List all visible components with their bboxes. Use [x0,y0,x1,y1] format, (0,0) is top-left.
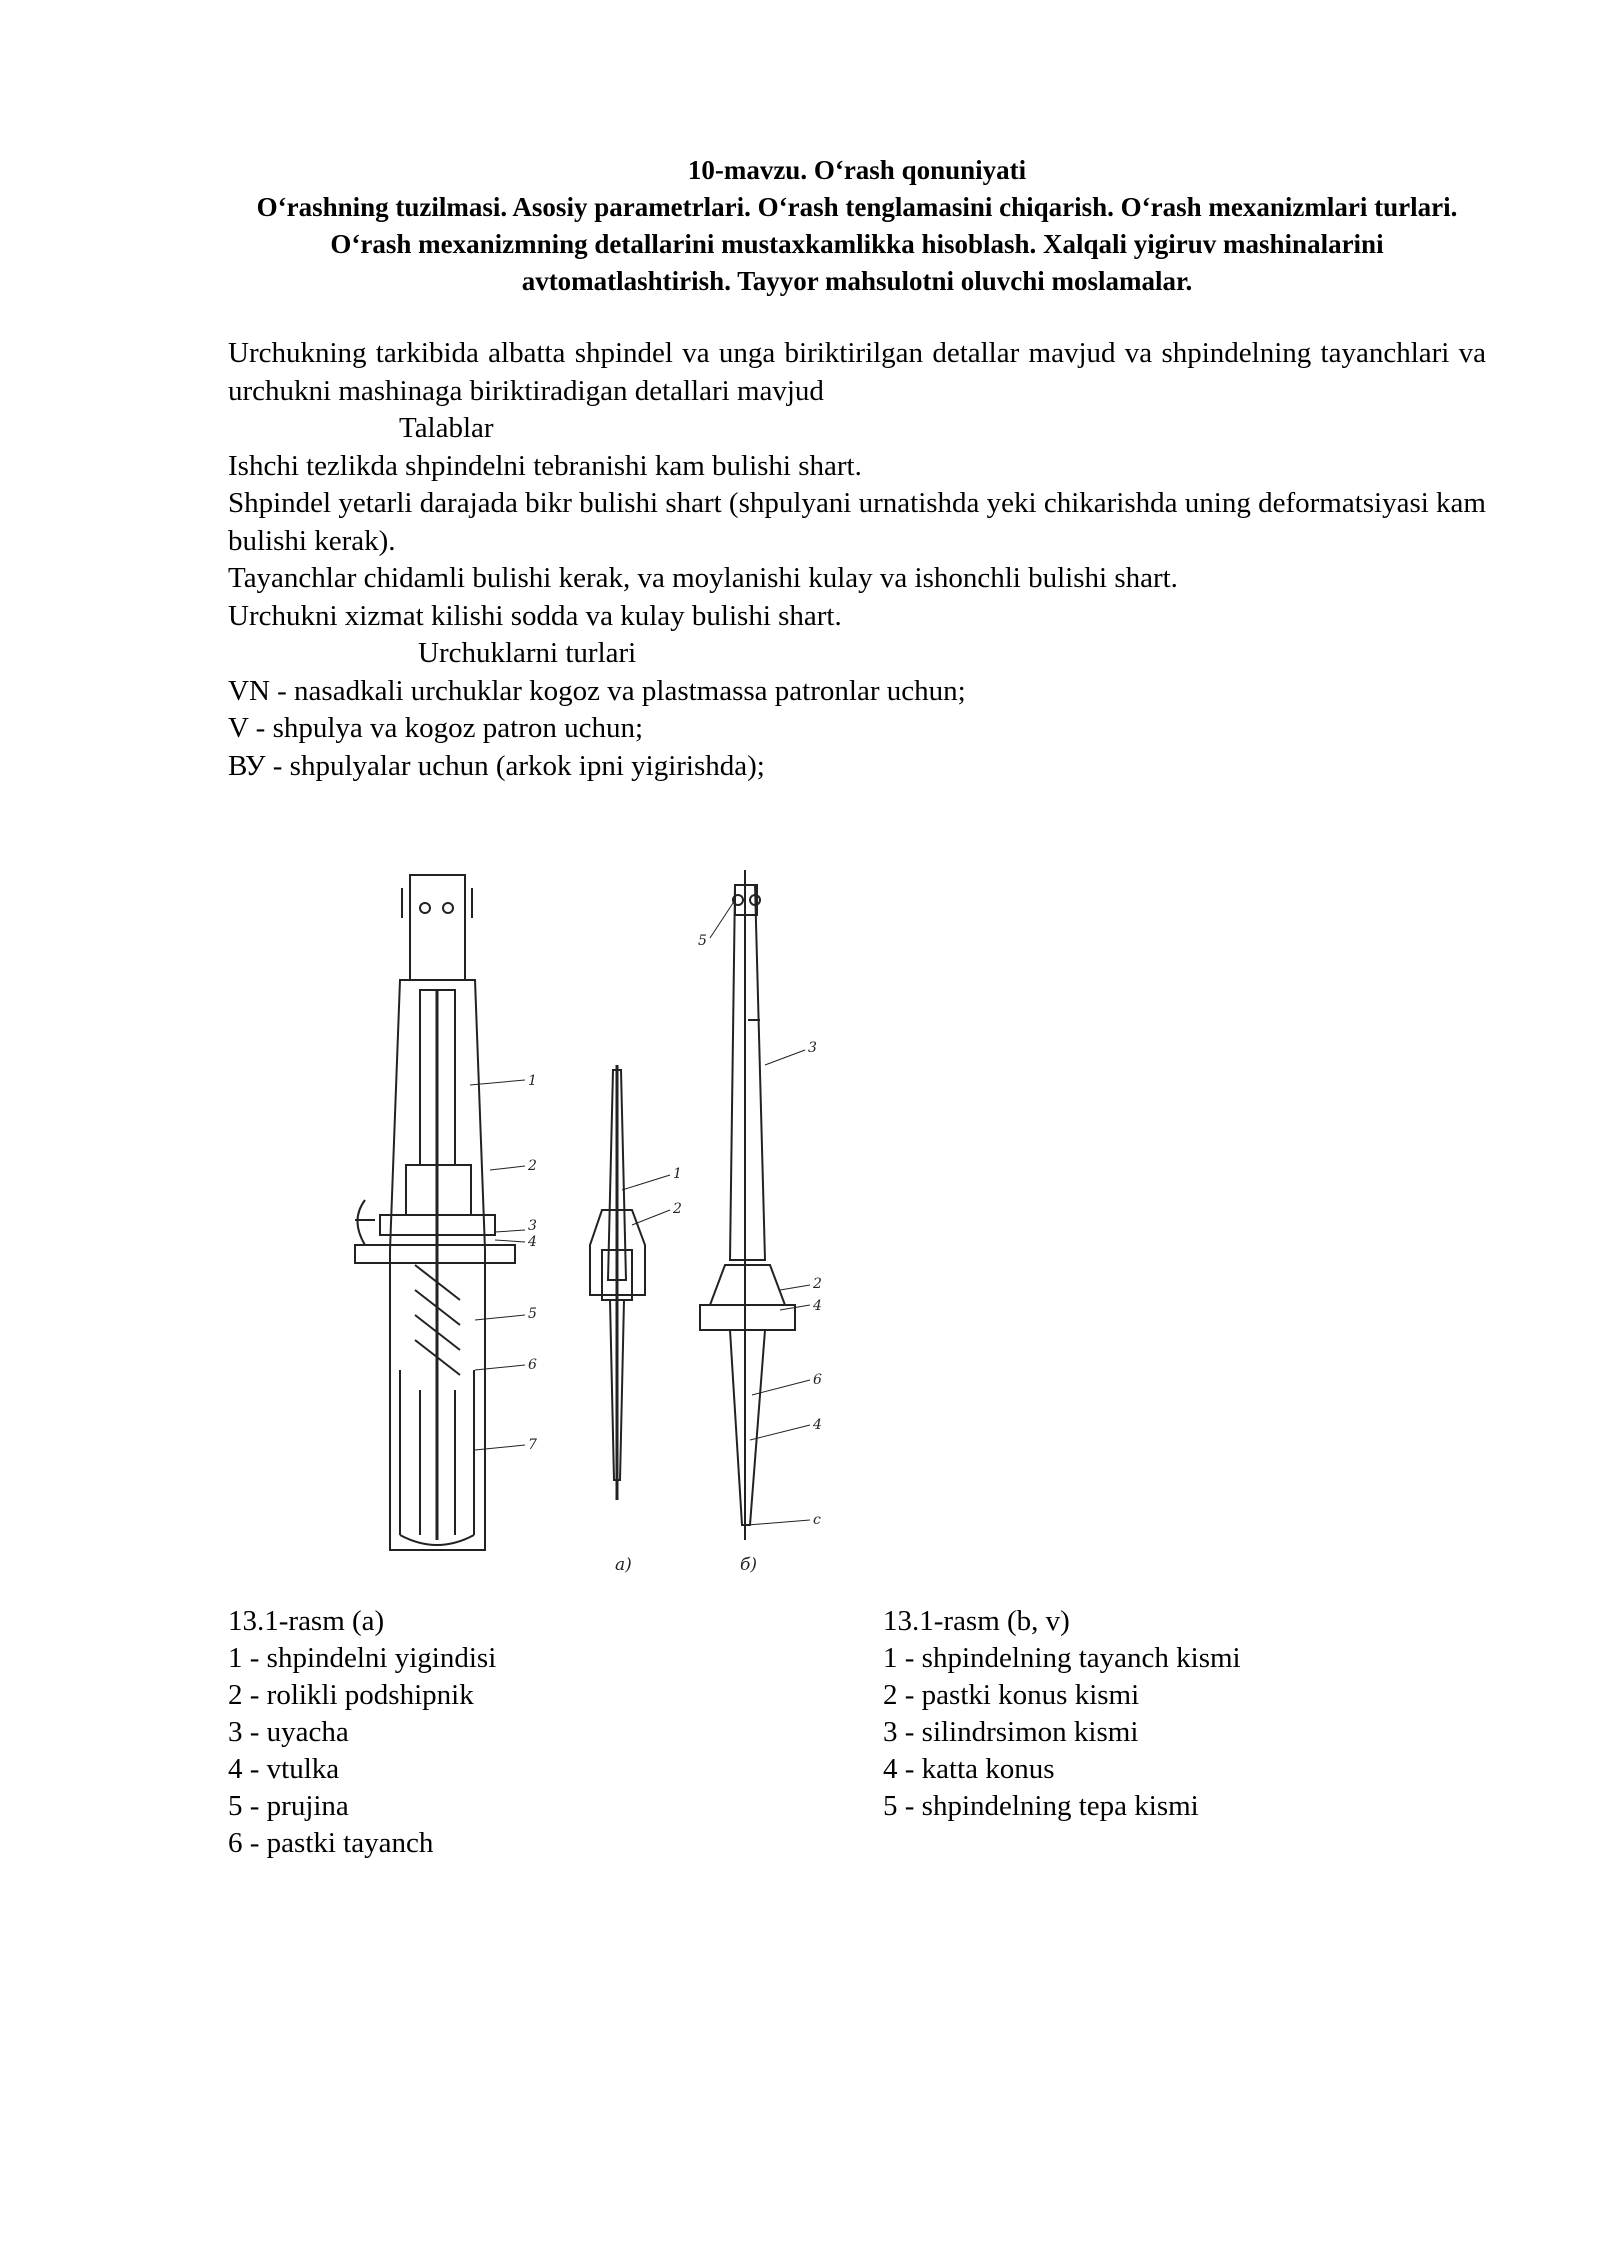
types-heading: Urchuklarni turlari [418,637,637,669]
caption-a-item: 1 - shpindelni yigindisi [228,1642,497,1674]
subfigure-label-a: a) [615,1555,632,1575]
part-label: 1 [673,1166,682,1182]
requirement-item: Urchukni xizmat kilishi sodda va kulay bulishi shart. [228,599,842,632]
part-label: 5 [528,1306,537,1322]
caption-b-title: 13.1-rasm (b, v) [883,1605,1070,1637]
spindle-drawing [340,870,860,1590]
caption-a-item: 5 - prujina [228,1790,349,1822]
part-label: 4 [528,1234,537,1250]
requirement-item: Tayanchlar chidamli bulishi kerak, va moylanishi kulay va ishonchli bulishi shart. [228,562,1178,594]
caption-a-item: 6 - pastki tayanch [228,1827,434,1859]
part-label: 4 [813,1417,822,1433]
type-item: V - shpulya va kogoz patron uchun; [228,712,644,744]
intro-paragraph: Urchukning tarkibida albatta shpindel va unga biriktirilgan detallar mavjud va shpindelning tayanchlari va urchukni mashinaga biriktiradigan detallari mavjud [228,337,1486,407]
caption-b-item: 2 - pastki konus kismi [883,1679,1140,1711]
part-label: 7 [528,1437,537,1453]
requirement-item: Shpindel yetarli darajada bikr bulishi shart (shpulyani urnatishda yeki chikarishda uning deformatsiyasi kam bulishi kerak). [228,487,1486,557]
caption-b-item: 5 - shpindelning tepa kismi [883,1790,1199,1822]
figure-b-labels [672,1166,682,1217]
caption-a-item: 3 - uyacha [228,1716,349,1748]
title-block [228,152,1486,300]
figure-c-labels [698,933,822,1528]
spindle-c-shaft [730,885,765,1260]
spindle-figure [340,870,860,1590]
caption-a-item: 2 - rolikli podshipnik [228,1679,474,1711]
type-item: VN - nasadkali urchuklar kogoz va plastmassa patronlar uchun; [228,674,966,707]
part-label: 2 [813,1276,822,1292]
topic-title: 10-mavzu. O‘rash qonuniyati [687,155,1027,185]
subfigure-label-b: б) [740,1555,758,1575]
part-label: 5 [698,933,707,949]
part-label: 3 [528,1218,537,1234]
part-label: c [813,1512,821,1528]
requirements-heading: Talablar [399,412,494,444]
part-label: 6 [528,1357,537,1373]
type-item: ВУ - shpulyalar uchun (arkok ipni yigirishda); [228,749,765,782]
spindle-c-cone [710,1265,785,1305]
part-label: 2 [528,1158,537,1174]
caption-b-item: 4 - katta konus [883,1753,1055,1785]
caption-b-item: 1 - shpindelning tayanch kismi [883,1642,1241,1674]
caption-b-item: 3 - silindrsimon kismi [883,1716,1139,1748]
part-label: 2 [673,1201,682,1217]
topic-subtitle: O‘rashning tuzilmasi. Asosiy parametrlari. O‘rash tenglamasini chiqarish. O‘rash mexanizmlari turlari. O‘rash mexanizmning detallarini mustaxkamlikka hisoblash. Xalqali yigiruv mashinalarini avtomatlashtirish. Tayyor mahsulotni oluvchi moslamalar. [256,192,1458,296]
part-label: 1 [528,1073,537,1089]
requirement-item: Ishchi tezlikda shpindelni tebranishi kam bulishi shart. [228,449,862,482]
part-label: 6 [813,1372,822,1388]
part-label: 3 [808,1040,817,1056]
body-text [228,335,1486,785]
caption-a-title: 13.1-rasm (a) [228,1605,385,1637]
part-label: 4 [813,1298,822,1314]
caption-a [228,1603,768,1862]
spindle-a-top-tube [410,875,465,980]
figure-a-labels [527,1073,537,1453]
caption-a-item: 4 - vtulka [228,1753,340,1785]
caption-b [883,1603,1483,1825]
